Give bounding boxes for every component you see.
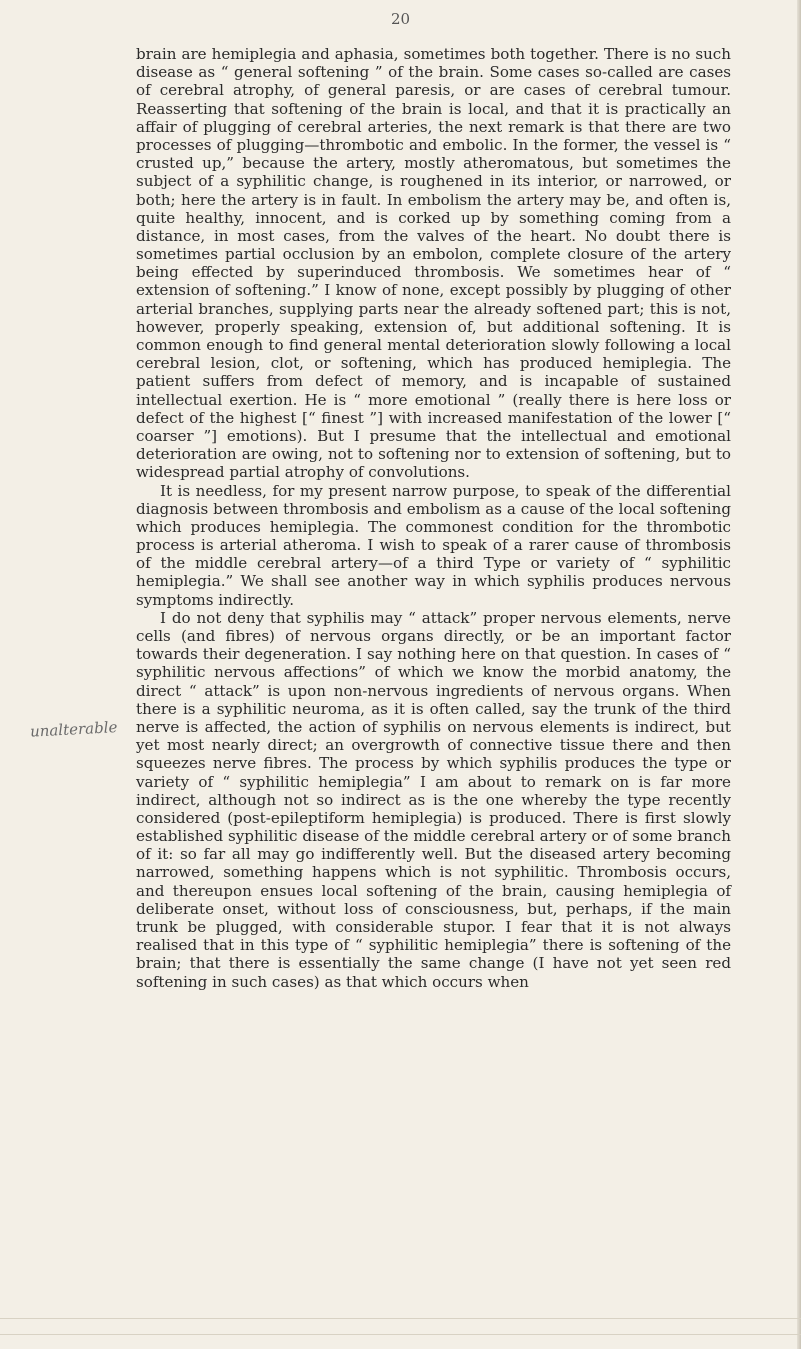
page-bottom-line — [0, 1334, 801, 1335]
body-text — [136, 45, 731, 991]
page-bottom-line — [0, 1318, 801, 1319]
page-number: 20 — [390, 10, 411, 28]
paragraph-3: I do not deny that syphilis may “ attack” proper nervous elements, nerve cells (and fibres) of nervous organs directly, or be an important factor towards their degeneration. I say nothing here on that question. In cases of “ syphilitic nervous affections” of which we know the morbid anatomy, the direct “ attack” is upon non-nervous ingredients of nervous organs. When there is a syphilitic neuroma, as it is often called, say the trunk of the third nerve is affected, the action of syphilis on nervous elements is indirect, but yet most nearly direct; an overgrowth of connective tissue there and then squeezes nerve fibres. The process by which syphilis produces the type or variety of “ syphilitic hemiplegia” I am about to remark on is far more indirect, although not so indirect as is the one whereby the type recently considered (post-epileptiform hemiplegia) is produced. There is first slowly established syphilitic disease of the middle cerebral artery or of some branch of it: so far all may go indifferently well. But the diseased artery becoming narrowed, something happens which is not syphilitic. Thrombosis occurs, and thereupon ensues local softening of the brain, causing hemiplegia of deliberate onset, without loss of consciousness, but, perhaps, if the main trunk be plugged, with considerable stupor. I fear that it is not always realised that in this type of “ syphilitic hemiplegia” there is softening of the brain; that there is essentially the same change (I have not yet seen red softening in such cases) as that which occurs when — [136, 608, 731, 991]
handwritten-margin-note: unalterable — [29, 718, 118, 741]
paragraph-2: It is needless, for my present narrow purpose, to speak of the differential diagnosis between thrombosis and embolism as a cause of the local softening which produces hemiplegia. The commonest condition for the thrombotic process is arterial atheroma. I wish to speak of a rarer cause of thrombosis of the middle cerebral artery—of a third Type or variety of “ syphilitic hemiplegia.” We shall see another way in which syphilis produces nervous symptoms indirectly. — [136, 481, 731, 609]
page-edge — [797, 0, 801, 1349]
paragraph-1: brain are hemiplegia and aphasia, sometimes both together. There is no such disease as “ general softening ” of the brain. Some cases so-called are cases of cerebral atrophy, of general paresis, or are cases of cerebral tumour. Reasserting that softening of the brain is local, and that it is practically an affair of plugging of cerebral arteries, the next remark is that there are two processes of plugging—thrombotic and embolic. In the former, the vessel is “ crusted up,” because the artery, mostly atheromatous, but sometimes the subject of a syphilitic change, is roughened in its interior, or narrowed, or both; here the artery is in fault. In embolism the artery may be, and often is, quite healthy, innocent, and is corked up by something coming from a distance, in most cases, from the valves of the heart. No doubt there is sometimes partial occlusion by an embolon, complete closure of the artery being effected by superinduced thrombosis. We sometimes hear of “ extension of softening.” I know of none, except possibly by plugging of other arterial branches, supplying parts near the already softened part; this is not, however, properly speaking, extension of, but additional softening. It is common enough to find general mental deterioration slowly following a local cerebral lesion, clot, or softening, which has produced hemiplegia. The patient suffers from defect of memory, and is incapable of sustained intellectual exertion. He is “ more emotional ” (really there is here loss or defect of the highest [“ finest ”] with increased manifestation of the lower [“ coarser ”] emotions). But I presume that the intellectual and emotional deterioration are owing, not to softening nor to extension of softening, but to widespread partial atrophy of convolutions. — [136, 45, 731, 482]
